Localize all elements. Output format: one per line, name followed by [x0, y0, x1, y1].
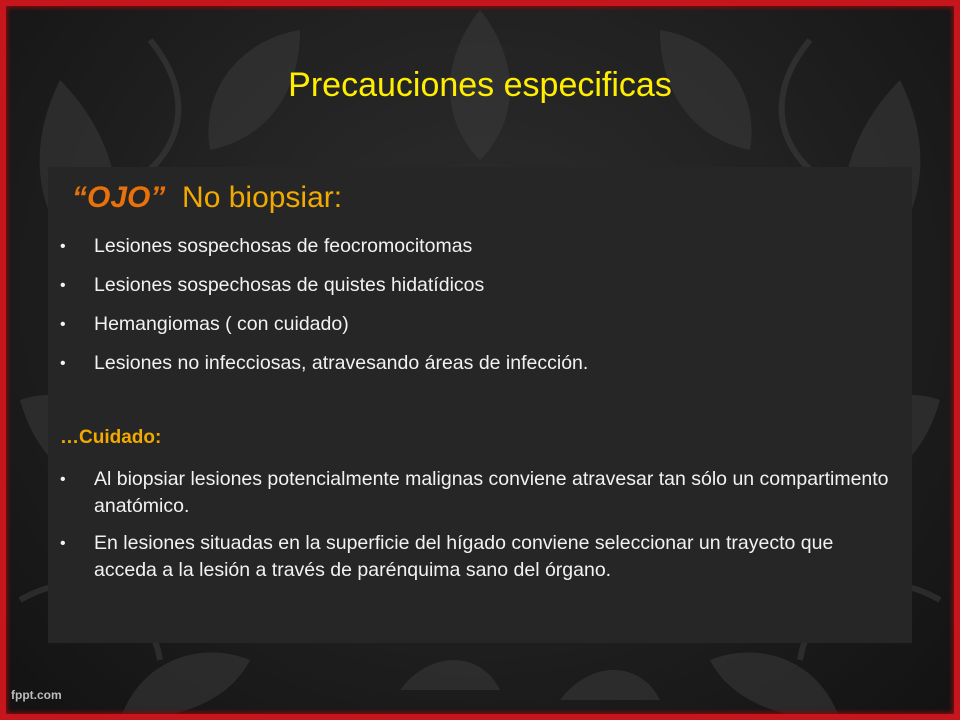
- list-item: • Lesiones sospechosas de quistes hidatídicos: [60, 272, 900, 299]
- heading-text: No biopsiar:: [182, 181, 343, 214]
- ojo-warning-label: “OJO”: [72, 181, 166, 214]
- bullet-icon: •: [60, 238, 66, 255]
- list-item: • Al biopsiar lesiones potencialmente malignas conviene atravesar tan sólo un compartimento anatómico.: [60, 468, 889, 517]
- bullet-icon: •: [60, 277, 66, 294]
- list-item: • Hemangiomas ( con cuidado): [60, 311, 900, 338]
- bullet-icon: •: [60, 355, 66, 372]
- list-item: • Lesiones sospechosas de feocromocitomas: [60, 233, 900, 260]
- section-heading: [72, 181, 342, 215]
- watermark-logo: fppt.com: [11, 688, 62, 702]
- caution-bullet-list: [60, 466, 900, 594]
- slide-title: Precauciones especificas: [288, 66, 672, 104]
- main-bullet-list: [60, 233, 900, 389]
- bullet-icon: •: [60, 535, 66, 552]
- bullet-icon: •: [60, 471, 66, 488]
- list-item: • En lesiones situadas en la superficie del hígado conviene seleccionar un trayecto que acceda a la lesión a través de parénquima sano del órgano.: [60, 532, 834, 581]
- bullet-icon: •: [60, 316, 66, 333]
- list-item: • Lesiones no infecciosas, atravesando áreas de infección.: [60, 350, 900, 377]
- caution-subheading: …Cuidado:: [60, 427, 162, 448]
